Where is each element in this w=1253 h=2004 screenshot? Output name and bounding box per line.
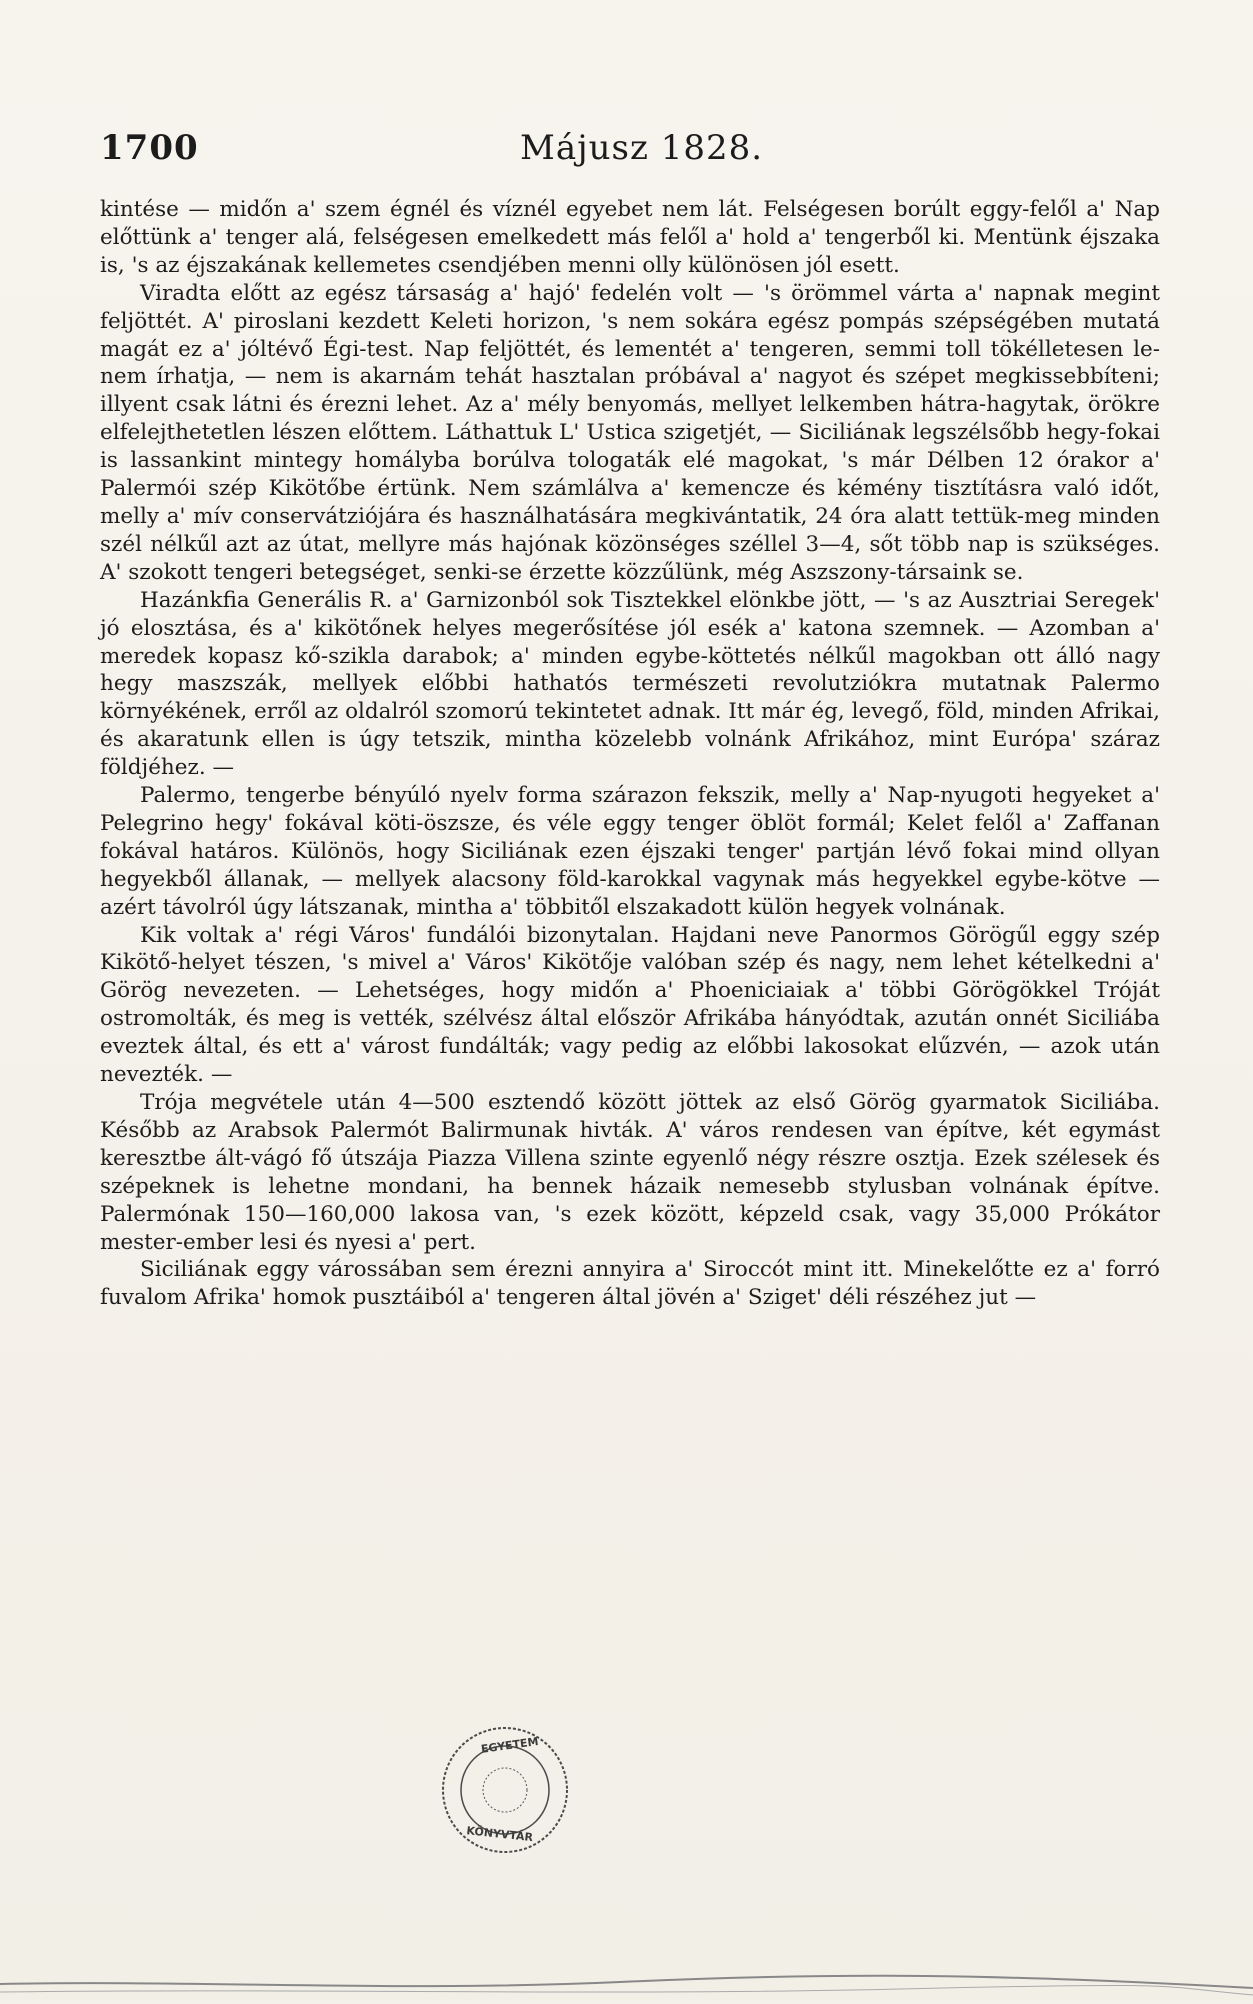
body-text xyxy=(100,196,1160,1312)
page-edge-scan-artifact xyxy=(0,1962,1253,2000)
paragraph: Kik voltak a' régi Város' fundálói bizonytalan. Hajdani neve Panormos Görögűl eggy szép Kikötő-helyet tészen, 's mivel a' Város' Kikötője valóban szép és nagy, nem lehet kételkedni a' Görög nevezeten. — Lehetséges, hogy midőn a' Phoeniciaiak a' többi Görögökkel Tróját ostromolták, és meg is vették, szélvész által először Afrikába hányódtak, azután onnét Siciliába eveztek által, és ett a' várost fundálták; vagy pedig az előbbi lakosokat elűzvén, — azok után nevezték. — xyxy=(100,922,1160,1088)
paragraph: Trója megvétele után 4—500 esztendő között jöttek az első Görög gyarmatok Siciliába. Később az Arabsok Palermót Balirmunak hivták. A' város rendesen van építve, két egymást keresztbe ált-vágó fő útszája Piazza Villena szinte egyenlő négy részre osztja. Ezek szélesek és szépeknek is lehetne mondani, ha bennek házaik nemesebb stylusban volnának építve. Palermónak 150—160,000 lakosa van, 's ezek között, képzeld csak, vagy 35,000 Prókátor mester-ember lesi és nyesi a' pert. xyxy=(100,1090,1160,1255)
library-stamp xyxy=(435,1720,575,1860)
paragraph: Siciliának eggy várossában sem érezni annyira a' Siroccót mint itt. Minekelőtte ez a' forró fuvalom Afrika' homok pusztáiból a' tengeren által jövén a' Sziget' déli részéhez jut — xyxy=(100,1257,1160,1311)
paragraph: Viradta előtt az egész társaság a' hajó' fedelén volt — 's örömmel várta a' napnak megint feljöttét. A' piroslani kezdett Keleti horizon, 's nem sokára egész pompás szépségében mutatá magát ez a' jóltévő Égi-test. Nap feljöttét, és lementét a' tengeren, semmi toll tökélletesen le-nem írhatja, — nem is akarnám tehát hasztalan próbával a' nagyot és szépet megkissebbíteni; illyent csak látni és érezni lehet. Az a' mély benyomás, mellyet lelkemben hátra-hagytak, örökre elfelejthetetlen lészen előttem. Láthattuk L' Ustica szigetjét, — Siciliának legszélsőbb hegy-fokai is lassankint mintegy homályba borúlva tologaták elé magokat, 's már Délben 12 órakor a' Palermói szép Kikötőbe értünk. Nem számlálva a' kemencze és kémény tisztításra való időt, melly a' mív conservátziójára és használhatására megkivántatik, 24 óra alatt tettük-meg minden szél nélkűl azt az útat, mellyre más hajónak közönséges széllel 3—4, sőt több nap is szükséges. A' szokott tengeri betegséget, senki-se érzette közzűlünk, még Aszszony-társaink se. xyxy=(100,280,1160,585)
paragraph: kintése — midőn a' szem égnél és víznél egyebet nem lát. Felségesen borúlt eggy-felől a' Nap előttünk a' tenger alá, felségesen emelkedett más felől a' hold a' tengerből ki. Mentünk éjszaka is, 's az éjszakának kellemetes csendjében menni olly különösen jól esett. xyxy=(100,197,1160,278)
running-title: Májusz 1828. xyxy=(520,128,764,168)
page-header xyxy=(100,128,1160,188)
page-number: 1700 xyxy=(100,128,199,168)
paragraph: Palermo, tengerbe bényúló nyelv forma szárazon fekszik, melly a' Nap-nyugoti hegyeket a' Pelegrino hegy' fokával köti-öszsze, és véle eggy tenger öblöt formál; Kelet felől a' Zaffanan fokával határos. Különös, hogy Siciliának ezen éjszaki tenger' partján lévő fokai mind ollyan hegyekből állanak, — mellyek alacsony föld-karokkal vagynak más hegyekkel egybe-kötve — azért távolról úgy látszanak, mintha a' többitől elszakadott külön hegyek volnának. xyxy=(100,783,1160,920)
paragraph: Hazánkfia Generális R. a' Garnizonból sok Tisztekkel elönkbe jött, — 's az Ausztriai Seregek' jó elosztása, és a' kikötőnek helyes megerősítése jól esék a' katona szemnek. — Azomban a' meredek kopasz kő-szikla darabok; a' minden egybe-köttetés nélkűl magokban ott álló nagy hegy maszszák, mellyek előbbi hathatós természeti revolutziókra mutatnak Palermo környékének, erről az oldalról szomorú tekintetet adnak. Itt már ég, levegő, föld, minden Afrikai, és akaratunk ellen is úgy tetszik, mintha közelebb volnánk Afrikához, mint Európa' száraz földjéhez. — xyxy=(100,587,1160,781)
svg-text:KÖNYVTÁR: KÖNYVTÁR xyxy=(465,1824,534,1845)
svg-text:EGYETEM: EGYETEM xyxy=(480,1734,540,1756)
